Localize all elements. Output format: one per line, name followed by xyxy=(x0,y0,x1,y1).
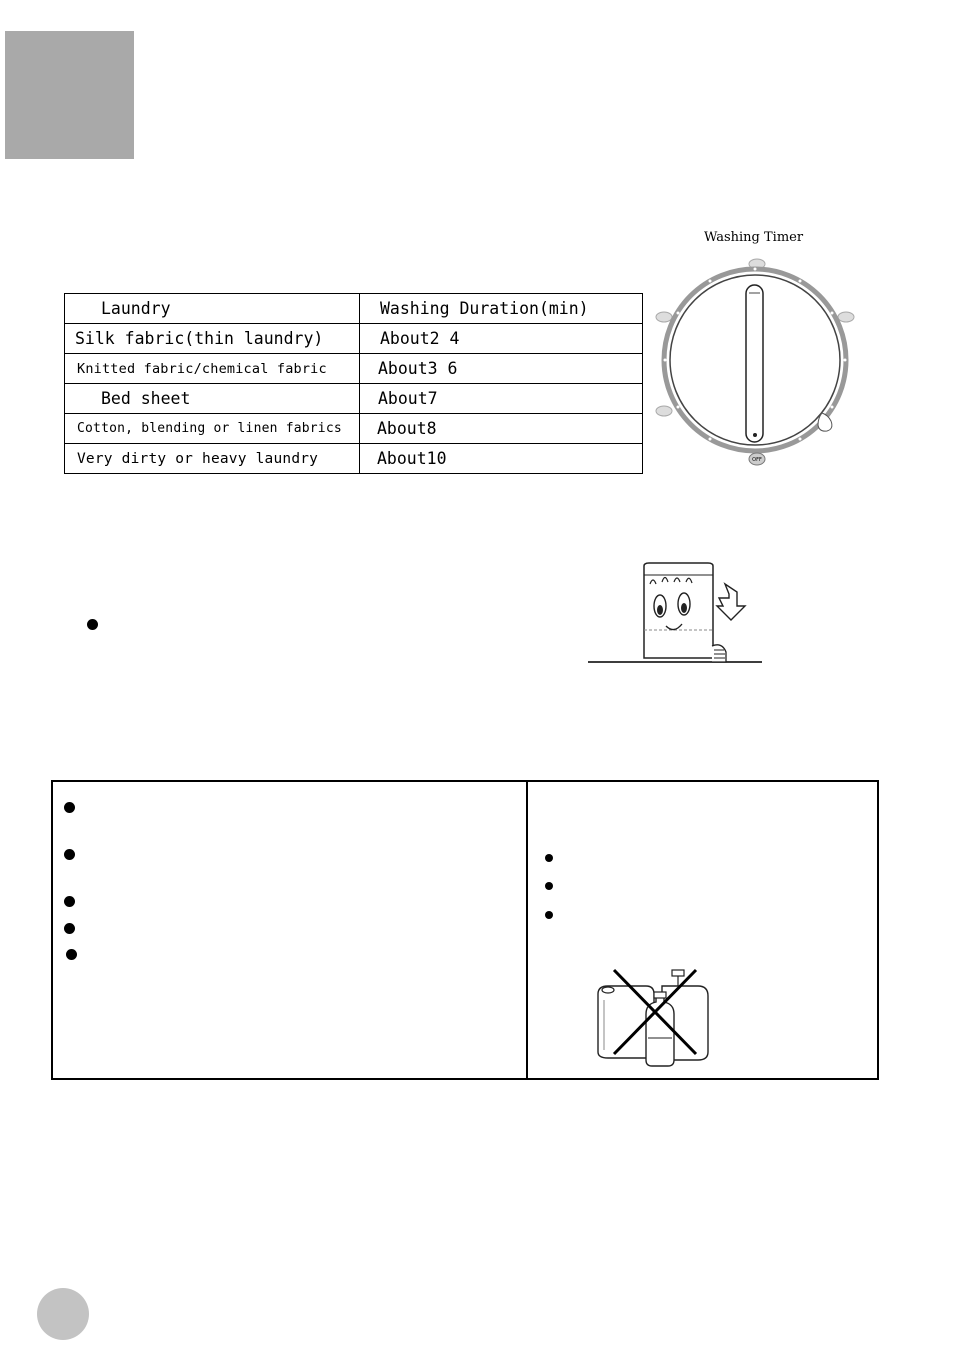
page-number-circle xyxy=(37,1288,89,1340)
laundry-cell: Knitted fabric/chemical fabric xyxy=(65,354,360,384)
bullet xyxy=(87,619,98,630)
bullet xyxy=(66,949,77,960)
section-header-block xyxy=(5,31,134,159)
header-duration: Washing Duration(min) xyxy=(360,294,643,324)
table-row xyxy=(65,444,643,474)
header-laundry: Laundry xyxy=(65,294,360,324)
duration-cell: About2 4 xyxy=(360,324,643,354)
duration-cell: About8 xyxy=(360,414,643,444)
duration-cell: About3 6 xyxy=(360,354,643,384)
timer-label: Washing Timer xyxy=(704,230,804,245)
bullet xyxy=(64,802,75,813)
washing-machine-mascot-icon xyxy=(588,560,764,664)
timer-off-label: OFF xyxy=(752,457,762,463)
laundry-cell: Very dirty or heavy laundry xyxy=(65,444,360,474)
bullet xyxy=(64,923,75,934)
notice-divider xyxy=(526,780,528,1080)
table-row xyxy=(65,354,643,384)
laundry-cell: Bed sheet xyxy=(65,384,360,414)
bullet xyxy=(545,882,553,890)
washing-timer-dial-icon xyxy=(650,255,860,475)
table-row xyxy=(65,414,643,444)
laundry-cell: Silk fabric(thin laundry) xyxy=(65,324,360,354)
no-chemicals-icon xyxy=(592,966,712,1068)
table-header-row xyxy=(65,294,643,324)
notice-box xyxy=(51,780,879,1080)
laundry-cell: Cotton, blending or linen fabrics xyxy=(65,414,360,444)
duration-cell: About10 xyxy=(360,444,643,474)
bullet xyxy=(545,911,553,919)
bullet xyxy=(545,854,553,862)
bullet xyxy=(64,849,75,860)
duration-cell: About7 xyxy=(360,384,643,414)
table-row xyxy=(65,384,643,414)
table-row xyxy=(65,324,643,354)
bullet xyxy=(64,896,75,907)
washing-duration-table xyxy=(64,293,643,474)
